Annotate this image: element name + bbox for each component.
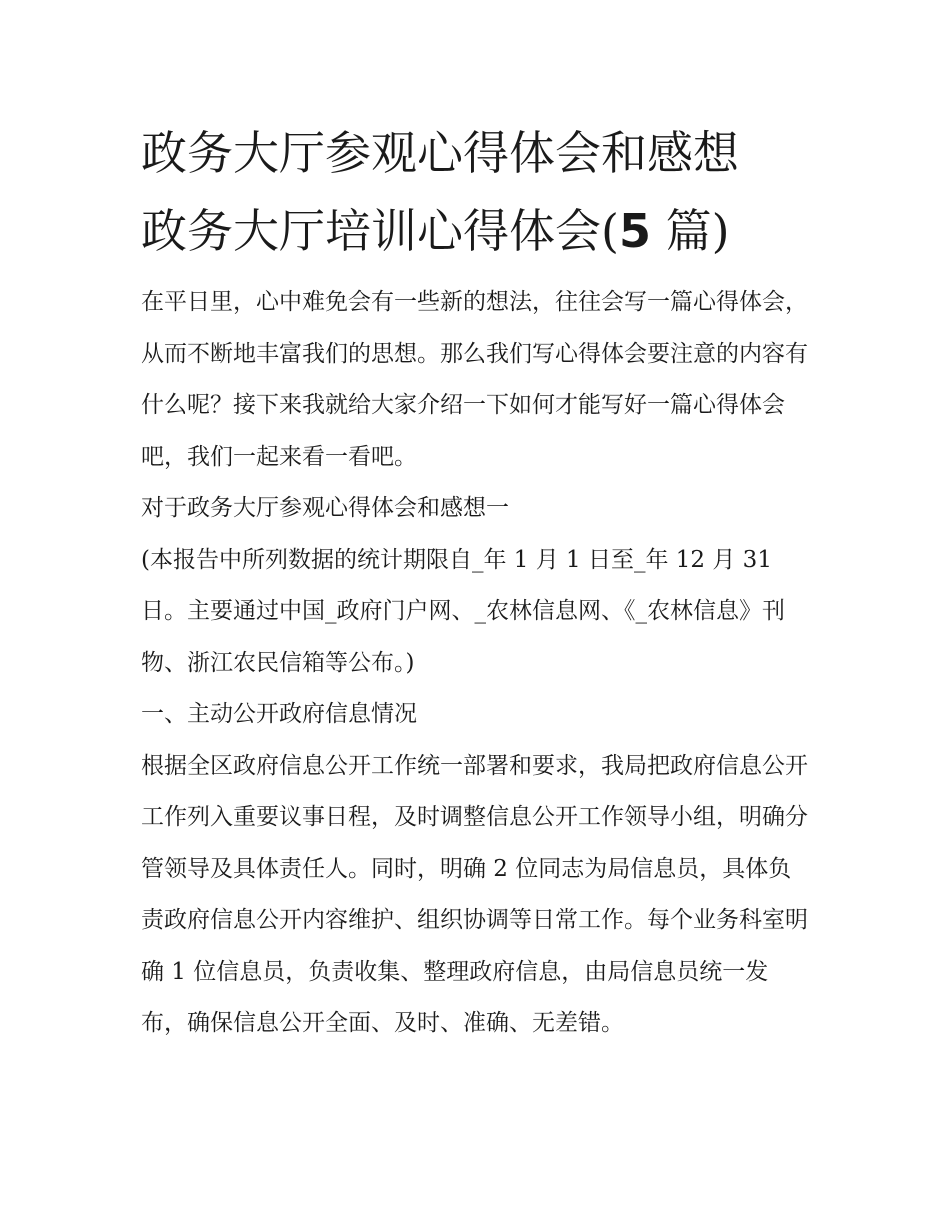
intro-paragraph: 在平日里，心中难免会有一些新的想法，往往会写一篇心得体会，从而不断地丰富我们的思想。那么我们写心得体会要注意的内容有什么呢？接下来我就给大家介绍一下如何才能写好一篇心得体会吧，我们一起来看一看吧。 [141,289,808,470]
title-line-2-suffix: 篇) [650,204,730,258]
document-title [141,114,821,270]
report-period-note: (本报告中所列数据的统计期限自_年 1 月 1 日至_年 12 月 31 日。主要通过中国_政府门户网、_农林信息网、《_农林信息》刊物、浙江农民信箱等公布。) [141,546,785,676]
title-line-2-number: 5 [618,204,651,258]
section-heading-active-disclosure: 一、主动公开政府信息情况 [141,701,417,727]
title-line-1: 政务大厅参观心得体会和感想 [141,126,739,180]
document-body [141,277,813,1050]
disclosure-paragraph: 根据全区政府信息公开工作统一部署和要求，我局把政府信息公开工作列入重要议事日程，及时调整信息公开工作领导小组，明确分管领导及具体责任人。同时，明确 2 位同志为局信息员，具体负责政府信息公开内容维护、组织协调等日常工作。每个业务科室明确 1 位信息员，负责收集、整理政府信息，由局信息员统一发布，确保信息公开全面、及时、准确、无差错。 [141,752,808,1036]
title-line-2-prefix: 政务大厅培训心得体会( [141,204,619,258]
section-heading-first-article: 对于政务大厅参观心得体会和感想一 [141,495,509,521]
